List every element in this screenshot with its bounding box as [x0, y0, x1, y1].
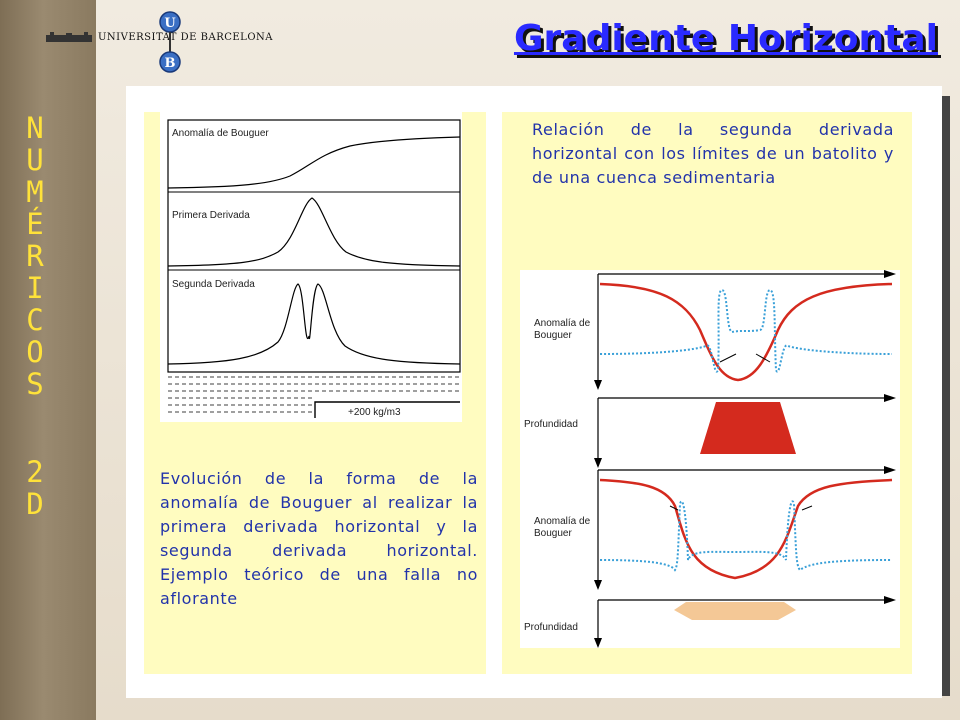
seal-letter-u: U	[164, 16, 176, 31]
anomaly-label-bottom: Anomalía de	[534, 516, 591, 527]
university-seal-icon	[158, 10, 182, 74]
second-derivative-curve	[168, 284, 460, 364]
depth-label-top: Profundidad	[524, 419, 578, 430]
university-building-icon	[46, 32, 92, 42]
depth-label-bottom: Profundidad	[524, 622, 578, 633]
left-caption: Evolución de la forma de la anomalía de Bouguer al realizar la primera derivada horizontal y la segunda derivada horizontal. Ejemplo teórico de una falla no aflorante	[160, 469, 478, 608]
basin-second-derivative-curve	[600, 501, 892, 570]
sidebar-letter: N	[26, 111, 44, 145]
label-first-derivative: Primera Derivada	[172, 210, 250, 221]
sidebar-letter: C	[26, 303, 44, 337]
basin-body	[674, 602, 796, 620]
basin-anomaly-curve	[600, 480, 892, 578]
label-second-derivative: Segunda Derivada	[172, 279, 255, 290]
sidebar-vertical-text	[0, 112, 70, 520]
sidebar-letter: M	[26, 175, 44, 209]
plot-frame	[168, 120, 460, 372]
university-name: UNIVERSITAT DE BARCELONA	[98, 32, 273, 43]
batolith-anomaly-curve	[600, 284, 892, 380]
batolith-body	[700, 402, 796, 454]
density-label: +200 kg/m3	[348, 407, 401, 418]
sidebar-letter: O	[26, 335, 44, 369]
batolith-second-derivative-curve	[600, 290, 892, 372]
fault-model	[168, 377, 460, 418]
anomaly-label-bottom-2: Bouguer	[534, 528, 572, 539]
bouguer-curve	[168, 137, 460, 188]
sidebar-letter: 2	[26, 455, 44, 489]
basin-anomaly-panel	[534, 466, 896, 590]
sidebar	[0, 0, 96, 720]
sidebar-letter: D	[26, 487, 44, 521]
sidebar-gap	[0, 400, 70, 456]
seal-letter-b: B	[164, 56, 176, 71]
batolith-depth-panel	[524, 394, 896, 468]
label-bouguer: Anomalía de Bouguer	[172, 128, 269, 139]
first-derivative-curve	[168, 198, 460, 266]
sidebar-letter: É	[26, 207, 44, 241]
page-title: Gradiente Horizontal	[513, 18, 938, 59]
basin-depth-panel	[524, 596, 896, 648]
fault-derivatives-figure	[160, 112, 462, 422]
sidebar-letter: R	[26, 239, 44, 273]
anomaly-label-top: Anomalía de	[534, 318, 591, 329]
sidebar-letter: I	[26, 271, 44, 305]
right-caption: Relación de la segunda derivada horizontal con los límites de un batolito y de una cuenca sedimentaria	[532, 120, 894, 187]
sidebar-letter: U	[26, 143, 44, 177]
batolith-basin-figure	[520, 270, 900, 648]
anomaly-label-top-2: Bouguer	[534, 330, 572, 341]
sidebar-letter: S	[26, 367, 44, 401]
batolith-anomaly-panel	[534, 270, 896, 390]
